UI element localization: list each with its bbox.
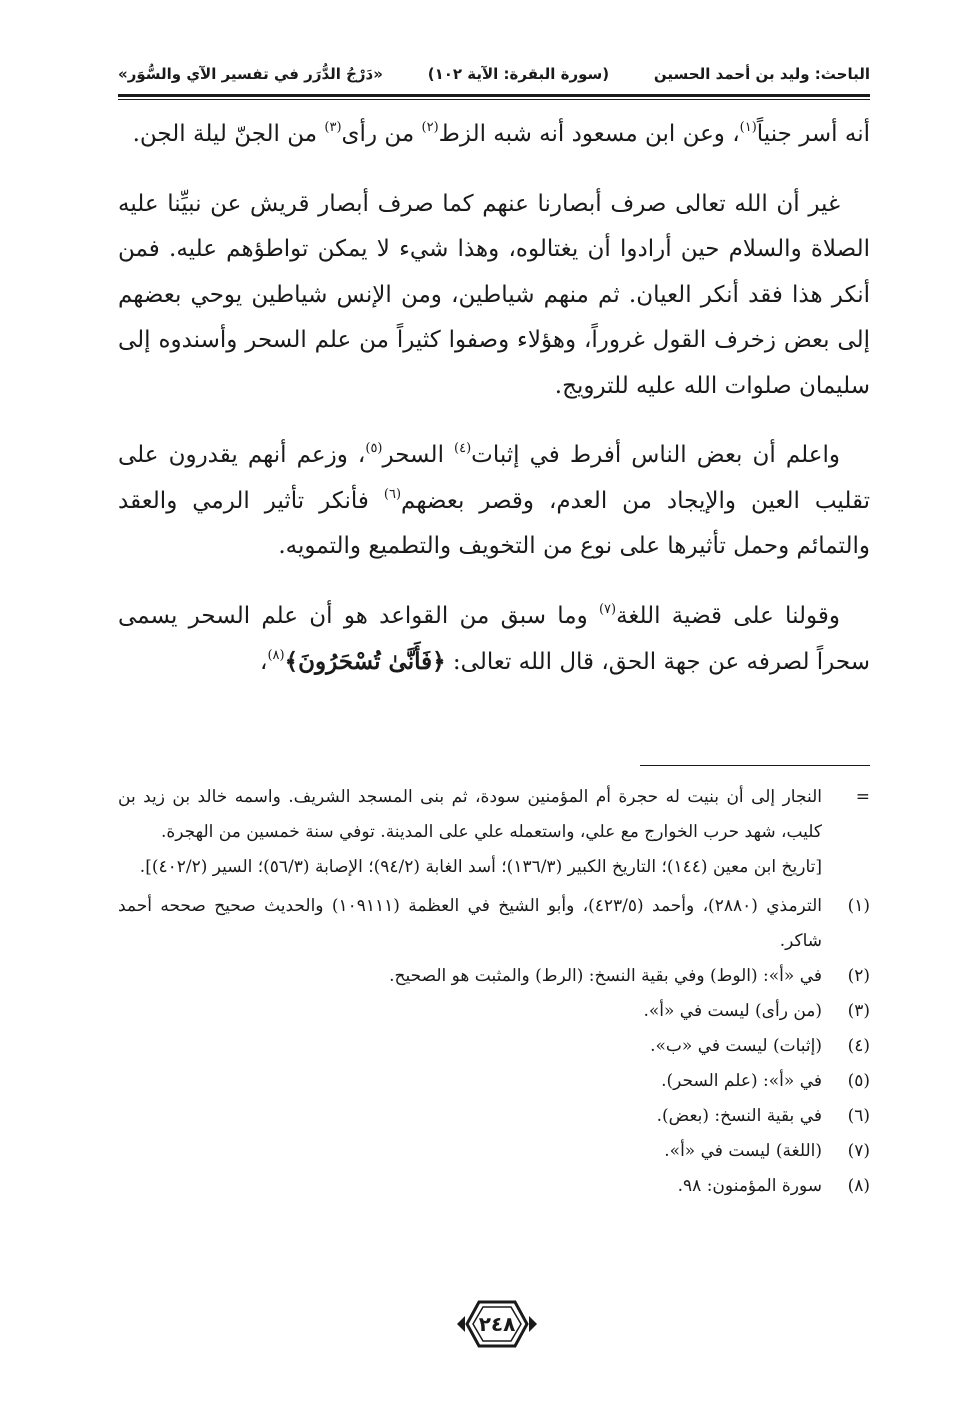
- footnote-ref-7[interactable]: (٧): [598, 601, 617, 617]
- paragraph-1: [118, 112, 870, 158]
- footnote-number: (٥): [847, 1071, 870, 1091]
- text-run: من الجنّ ليلة الجن.: [132, 121, 325, 147]
- header-rule-thin: [118, 99, 870, 100]
- footnote-ref-1[interactable]: (١): [739, 120, 757, 135]
- text-run: أنه أسر جنياً: [756, 121, 870, 147]
- footnote-item: [118, 1169, 870, 1204]
- page-header: [118, 58, 870, 90]
- footnote-item: [118, 959, 870, 994]
- footnote-item: [118, 889, 870, 959]
- main-text: [118, 112, 870, 710]
- footnote-item: [118, 1064, 870, 1099]
- footnote-number: (٧): [847, 1141, 870, 1161]
- footnote-continuation-refs: [118, 850, 870, 885]
- footnote-text: في «أ»: (علم السحر).: [661, 1071, 822, 1091]
- footnote-number: (٦): [847, 1106, 870, 1126]
- footnote-continuation: [118, 780, 870, 850]
- footnote-ref-6[interactable]: (٦): [383, 486, 402, 502]
- continuation-text: النجار إلى أن بنيت له حجرة أم المؤمنين سودة، ثم بنى المسجد الشريف. واسمه خالد بن زيد بن كليب، شهد حرب الخوارج مع علي، واستعمله علي على المدينة. توفي سنة خمسين من الهجرة.: [118, 787, 822, 842]
- text-run: وما سبق من القواعد هو أن علم السحر يسمى سحراً لصرفه عن جهة الحق، قال الله تعالى:: [118, 602, 870, 675]
- footnote-item: [118, 1099, 870, 1134]
- footnote-ref-8[interactable]: (٨): [267, 648, 285, 663]
- continuation-references: [تاريخ ابن معين (١٤٤)؛ التاريخ الكبير (١٣٦/٣)؛ أسد الغابة (٩٤/٢)؛ الإصابة (٥٦/٣)؛ السير (٤٠٢/٢)].: [139, 857, 822, 877]
- header-rule: [118, 94, 870, 97]
- footnote-ref-4[interactable]: (٤): [454, 441, 472, 456]
- footnote-ref-5[interactable]: (٥): [365, 441, 383, 456]
- footnote-number: (١): [847, 896, 870, 916]
- footnote-text: في بقية النسخ: (بعض).: [656, 1106, 822, 1126]
- footnote-number: (٣): [847, 1001, 870, 1021]
- text-run: ، وعن ابن مسعود أنه شبه الزط: [438, 121, 740, 147]
- footnote-number: (٤): [847, 1036, 870, 1056]
- page-number-badge: [455, 1296, 539, 1352]
- text-run: من رأى: [341, 121, 422, 147]
- text-run: السحر: [382, 442, 455, 468]
- footnote-text: (اللغة) ليست في «أ».: [664, 1141, 822, 1161]
- footnote-text: (من رأى) ليست في «أ».: [643, 1001, 822, 1021]
- continuation-marker: =: [855, 787, 870, 807]
- paragraph-2: غير أن الله تعالى صرف أبصارنا عنهم كما صرف أبصار قريش عن نبيِّنا عليه الصلاة والسلام حين أرادوا أن يغتالوه، وهذا شيء لا يمكن تواطؤهم عليه. فمن أنكر هذا فقد أنكر العيان. ثم منهم شياطين، ومن الإنس شياطين يوحي بعضهم إلى بعض زخرف القول غروراً، وهؤلاء وصفوا كثيراً من علم السحر وأسندوه إلى سليمان صلوات الله عليه للترويج.: [118, 190, 870, 399]
- text-run: فأنكر تأثير الرمي والعقد والتمائم وحمل تأثيرها على نوع من التخويف والتطميع والتمويه.: [118, 487, 870, 559]
- footnote-item: [118, 1134, 870, 1169]
- text-run: ، وزعم أنهم يقدرون على تقليب العين والإيجاد من العدم، وقصر بعضهم: [118, 442, 870, 514]
- footnote-item: [118, 1029, 870, 1064]
- quran-verse: ﴿فَأَنَّىٰ تُسْحَرُونَ﴾: [284, 648, 446, 675]
- footnote-number: (٨): [847, 1176, 870, 1196]
- header-location: (سورة البقرة: الآية ١٠٢): [427, 65, 610, 83]
- paragraph-3: [118, 433, 870, 570]
- footnote-text: الترمذي (٢٨٨٠)، وأحمد (٤٢٣/٥)، وأبو الشيخ في العظمة (١٠٩١١١) والحديث صحيح صححه أحمد شاكر.: [118, 896, 822, 951]
- footnote-ref-3[interactable]: (٣): [324, 120, 342, 135]
- text-run: ،: [260, 649, 268, 675]
- footnote-separator: [640, 765, 870, 766]
- footnote-text: سورة المؤمنون: ٩٨.: [677, 1176, 822, 1196]
- text-run: واعلم أن بعض الناس أفرط في إثبات: [471, 442, 840, 468]
- footnote-text: (إثبات) ليست في «ب».: [650, 1036, 822, 1056]
- footnote-ref-2[interactable]: (٢): [421, 120, 439, 135]
- footnote-number: (٢): [847, 966, 870, 986]
- footnotes: [118, 780, 870, 1204]
- footnote-text: في «أ»: (الوط) وفي بقية النسخ: (الرط) والمثبت هو الصحيح.: [389, 966, 822, 986]
- header-book-title: «دَرْجُ الدُّرَر في تفسير الآي والسُّوَر»: [118, 65, 383, 83]
- paragraph-4: [118, 594, 870, 686]
- text-run: وقولنا على قضية اللغة: [616, 602, 840, 629]
- header-author: الباحث: وليد بن أحمد الحسين: [653, 65, 870, 83]
- footnote-item: [118, 994, 870, 1029]
- page-number: ٢٤٨: [478, 1312, 516, 1336]
